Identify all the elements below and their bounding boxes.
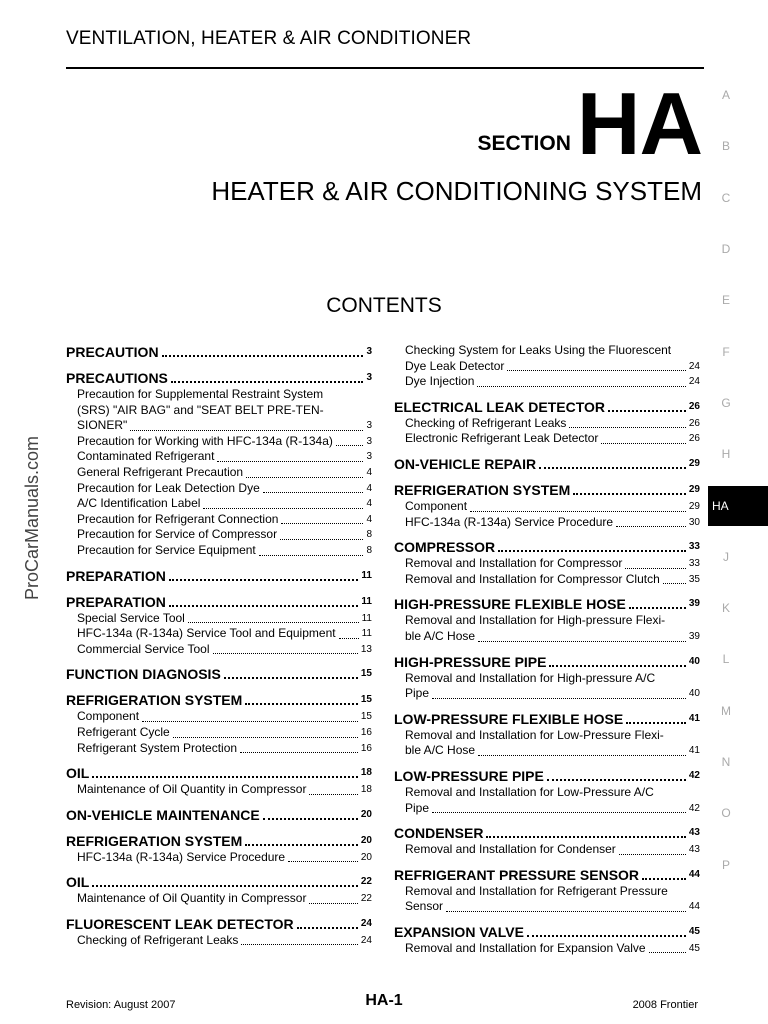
toc-entry-label: Refrigerant Cycle	[77, 724, 170, 739]
toc-sub-entry[interactable]	[66, 543, 372, 559]
toc-entry-label: OIL	[66, 874, 90, 891]
toc-sub-entry[interactable]	[394, 572, 700, 588]
toc-dot-leader	[547, 778, 686, 781]
toc-dot-leader	[569, 426, 685, 428]
toc-dot-leader	[539, 466, 686, 469]
toc-sub-entry[interactable]	[394, 359, 700, 375]
toc-page-number: 11	[361, 628, 372, 640]
watermark: ProCarManuals.com	[22, 435, 42, 600]
toc-dot-leader	[203, 507, 363, 509]
toc-page-number: 16	[360, 742, 372, 754]
toc-page-number: 4	[366, 466, 372, 478]
toc-sub-entry[interactable]	[66, 642, 372, 658]
toc-major-entry[interactable]	[394, 710, 700, 728]
toc-entry-wrapped-line: Removal and Installation for High-pressure Flexi-	[405, 613, 666, 628]
toc-entry-label: General Refrigerant Precaution	[77, 464, 244, 479]
toc-sub-entry[interactable]	[394, 941, 700, 957]
toc-dot-leader	[92, 884, 358, 887]
toc-page-number: 26	[688, 417, 700, 429]
toc-page-number: 26	[688, 400, 700, 412]
toc-dot-leader	[477, 385, 686, 387]
footer-page-id: HA-1	[365, 992, 403, 1009]
toc-page-number: 39	[688, 598, 700, 610]
toc-sub-entry[interactable]	[394, 556, 700, 572]
toc-sub-entry[interactable]	[394, 431, 700, 447]
toc-entry-label: HFC-134a (R-134a) Service Tool and Equipment	[77, 626, 336, 641]
toc-sub-entry[interactable]	[66, 527, 372, 543]
toc-page-number: 18	[360, 767, 372, 779]
toc-page-number: 22	[360, 876, 372, 888]
toc-entry-label: ON-VEHICLE REPAIR	[394, 455, 537, 472]
toc-entry-label: ble A/C Hose	[405, 743, 476, 758]
toc-sub-entry[interactable]	[66, 611, 372, 627]
section-tab-ha[interactable]: HA	[708, 486, 768, 526]
toc-entry-label: Dye Leak Detector	[405, 358, 505, 373]
toc-major-entry[interactable]	[66, 691, 372, 709]
toc-entry-label: COMPRESSOR	[394, 539, 496, 556]
toc-page-number: 42	[688, 769, 700, 781]
toc-dot-leader	[432, 697, 686, 699]
toc-major-entry[interactable]	[394, 398, 700, 416]
toc-dot-leader	[169, 604, 359, 607]
toc-major-entry[interactable]	[66, 832, 372, 850]
toc-major-entry[interactable]	[66, 593, 372, 611]
toc-dot-leader	[619, 853, 686, 855]
toc-sub-entry[interactable]	[394, 515, 700, 531]
toc-page-number: 24	[688, 360, 700, 372]
toc-sub-entry[interactable]	[394, 801, 700, 817]
toc-dot-leader	[486, 835, 685, 838]
toc-dot-leader	[663, 582, 686, 584]
toc-sub-entry[interactable]	[394, 842, 700, 858]
section-tab-e[interactable]: E	[721, 293, 730, 308]
toc-dot-leader	[288, 860, 358, 862]
toc-dot-leader	[446, 910, 686, 912]
toc-page-number: 4	[366, 513, 372, 525]
toc-entry-label: FUNCTION DIAGNOSIS	[66, 666, 221, 683]
toc-page-number: 43	[688, 844, 700, 856]
toc-entry-label: ON-VEHICLE MAINTENANCE	[66, 806, 260, 823]
toc-page-number: 42	[688, 802, 700, 814]
toc-dot-leader	[241, 943, 357, 945]
toc-page-number: 3	[366, 435, 372, 447]
section-tab-l[interactable]: L	[722, 652, 730, 667]
toc-dot-leader	[498, 549, 686, 552]
section-heading	[477, 74, 702, 173]
toc-page-number: 29	[688, 457, 700, 469]
toc-dot-leader	[549, 664, 685, 667]
toc-sub-entry[interactable]	[66, 891, 372, 907]
toc-dot-leader	[213, 652, 358, 654]
toc-page-number: 8	[366, 544, 372, 556]
toc-sub-entry[interactable]	[394, 499, 700, 515]
toc-page-number: 20	[360, 851, 372, 863]
toc-entry-label: Precaution for Working with HFC-134a (R-134a)	[77, 433, 333, 448]
toc-entry-label: ELECTRICAL LEAK DETECTOR	[394, 398, 606, 415]
toc-major-entry[interactable]	[394, 824, 700, 842]
section-tab-b[interactable]: B	[721, 139, 730, 154]
toc-major-entry[interactable]	[394, 481, 700, 499]
toc-major-entry[interactable]	[394, 538, 700, 556]
toc-sub-entry[interactable]	[66, 496, 372, 512]
toc-major-entry[interactable]	[394, 923, 700, 941]
toc-dot-leader	[608, 409, 686, 412]
toc-dot-leader	[130, 429, 363, 431]
toc-dot-leader	[188, 621, 359, 623]
toc-dot-leader	[527, 934, 686, 937]
toc-dot-leader	[263, 817, 358, 820]
toc-page-number: 41	[688, 712, 700, 724]
toc-page-number: 15	[360, 668, 372, 680]
toc-major-entry[interactable]	[394, 595, 700, 613]
toc-sub-entry[interactable]	[66, 782, 372, 798]
toc-dot-leader	[573, 492, 686, 495]
toc-page-number: 44	[688, 868, 700, 880]
toc-entry-label: Contaminated Refrigerant	[77, 449, 215, 464]
toc-page-number: 44	[688, 901, 700, 913]
toc-entry-label: Dye Injection	[405, 374, 475, 389]
toc-major-entry[interactable]	[66, 343, 372, 361]
toc-entry-label: Component	[77, 709, 140, 724]
toc-dot-leader	[245, 702, 358, 705]
toc-entry-label: PREPARATION	[66, 567, 166, 584]
toc-left-column	[66, 343, 372, 948]
toc-entry-label: Maintenance of Oil Quantity in Compressor	[77, 891, 307, 906]
toc-dot-leader	[246, 476, 363, 478]
toc-dot-leader	[601, 442, 685, 444]
toc-dot-leader	[280, 538, 363, 540]
toc-dot-leader	[309, 793, 357, 795]
toc-page-number: 3	[366, 420, 372, 432]
toc-entry-label: PRECAUTION	[66, 344, 159, 360]
toc-page-number: 30	[688, 516, 700, 528]
toc-page-number: 11	[361, 612, 372, 624]
toc-entry-label: Checking of Refrigerant Leaks	[77, 932, 239, 947]
toc-entry-wrapped-line: Removal and Installation for Low-Pressure A/C	[405, 784, 654, 799]
toc-entry-label: Maintenance of Oil Quantity in Compressor	[77, 782, 307, 797]
toc-page-number: 24	[360, 934, 372, 946]
toc-page-number: 8	[366, 529, 372, 541]
toc-page-number: 33	[688, 541, 700, 553]
toc-page-number: 35	[688, 573, 700, 585]
section-word: SECTION	[477, 131, 571, 155]
toc-page-number: 29	[688, 483, 700, 495]
toc-major-entry[interactable]	[66, 873, 372, 891]
toc-sub-entry[interactable]	[66, 933, 372, 949]
toc-dot-leader	[629, 606, 686, 609]
toc-major-entry[interactable]	[394, 866, 700, 884]
toc-major-entry[interactable]	[66, 369, 372, 387]
toc-dot-leader	[616, 525, 686, 527]
toc-dot-leader	[336, 444, 364, 446]
toc-entry-wrapped-line: (SRS) "AIR BAG" and "SEAT BELT PRE-TEN-	[77, 402, 324, 417]
toc-page-number: 16	[360, 726, 372, 738]
toc-major-entry[interactable]	[66, 806, 372, 824]
toc-sub-entry[interactable]	[394, 743, 700, 759]
toc-major-entry[interactable]	[66, 567, 372, 585]
toc-entry-label: FLUORESCENT LEAK DETECTOR	[66, 915, 294, 932]
toc-sub-entry[interactable]	[66, 418, 372, 434]
toc-entry-label: LOW-PRESSURE FLEXIBLE HOSE	[394, 710, 624, 727]
toc-dot-leader	[171, 380, 364, 383]
toc-page-number: 20	[360, 834, 372, 846]
toc-dot-leader	[470, 510, 686, 512]
toc-sub-entry[interactable]	[66, 850, 372, 866]
toc-entry-label: REFRIGERATION SYSTEM	[66, 692, 243, 709]
toc-page-number: 43	[688, 827, 700, 839]
toc-entry-label: Removal and Installation for Expansion Valve	[405, 940, 646, 955]
toc-dot-leader	[240, 751, 358, 753]
toc-page-number: 11	[361, 595, 372, 607]
toc-entry-label: OIL	[66, 765, 90, 782]
section-code: HA	[576, 74, 702, 173]
section-title: HEATER & AIR CONDITIONING SYSTEM	[211, 176, 702, 206]
toc-dot-leader	[142, 720, 358, 722]
toc-page-number: 11	[361, 569, 372, 581]
toc-dot-leader	[162, 354, 364, 357]
toc-sub-entry[interactable]	[394, 374, 700, 390]
toc-entry-label: HFC-134a (R-134a) Service Procedure	[77, 849, 286, 864]
section-tab-n[interactable]: N	[721, 754, 731, 769]
toc-page-number: 22	[360, 893, 372, 905]
toc-dot-leader	[478, 754, 686, 756]
toc-entry-label: Component	[405, 498, 468, 513]
toc-entry-label: REFRIGERANT PRESSURE SENSOR	[394, 866, 640, 883]
toc-entry-label: CONDENSER	[394, 825, 484, 842]
toc-page-number: 3	[366, 451, 372, 463]
section-tab-m[interactable]: M	[721, 703, 731, 718]
toc-page-number: 20	[360, 808, 372, 820]
toc-page-number: 15	[360, 711, 372, 723]
toc-entry-label: A/C Identification Label	[77, 496, 201, 511]
toc-page-number: 39	[688, 630, 700, 642]
toc-entry-label: REFRIGERATION SYSTEM	[66, 832, 243, 849]
section-tab-h[interactable]: H	[721, 447, 731, 462]
toc-entry-label: HIGH-PRESSURE FLEXIBLE HOSE	[394, 596, 626, 613]
toc-dot-leader	[263, 491, 364, 493]
toc-entry-label: HIGH-PRESSURE PIPE	[394, 653, 547, 670]
toc-dot-leader	[309, 902, 357, 904]
toc-dot-leader	[432, 811, 686, 813]
toc-page-number: 45	[688, 925, 700, 937]
toc-major-entry[interactable]	[66, 665, 372, 683]
toc-dot-leader	[642, 877, 686, 880]
toc-entry-label: Removal and Installation for Condenser	[405, 842, 616, 857]
toc-sub-entry[interactable]	[66, 741, 372, 757]
section-tab-g[interactable]: G	[721, 395, 731, 410]
toc-major-entry[interactable]	[66, 764, 372, 782]
toc-sub-entry[interactable]	[394, 629, 700, 645]
toc-major-entry[interactable]	[394, 455, 700, 473]
section-tab-k[interactable]: K	[721, 601, 730, 615]
toc-entry-label: LOW-PRESSURE PIPE	[394, 767, 544, 784]
toc-dot-leader	[507, 369, 685, 371]
toc-page-number: 40	[688, 655, 700, 667]
toc-entry-label: Precaution for Service of Compressor	[77, 527, 278, 542]
toc-dot-leader	[281, 522, 363, 524]
toc-dot-leader	[625, 567, 685, 569]
toc-page-number: 45	[688, 942, 700, 954]
toc-entry-label: SIONER"	[77, 418, 128, 433]
toc-entry-label: HFC-134a (R-134a) Service Procedure	[405, 514, 614, 529]
toc-entry-label: Pipe	[405, 800, 430, 815]
contents-title: CONTENTS	[326, 294, 442, 317]
toc-page-number: 15	[360, 694, 372, 706]
toc-entry-label: PREPARATION	[66, 593, 166, 610]
toc-sub-entry[interactable]	[394, 686, 700, 702]
toc-entry-wrapped-line: Removal and Installation for Refrigerant Pressure	[405, 883, 668, 898]
toc-page-number: 4	[366, 482, 372, 494]
toc-dot-leader	[245, 843, 358, 846]
toc-entry-label: Precaution for Service Equipment	[77, 542, 256, 557]
toc-sub-entry[interactable]	[66, 465, 372, 481]
toc-entry-label: REFRIGERATION SYSTEM	[394, 481, 571, 498]
toc-entry-wrapped-line: Checking System for Leaks Using the Fluorescent	[405, 343, 672, 357]
toc-dot-leader	[169, 578, 359, 581]
section-tab-p[interactable]: P	[721, 857, 730, 872]
toc-entry-label: ble A/C Hose	[405, 628, 476, 643]
footer-model: 2008 Frontier	[632, 999, 698, 1011]
toc-dot-leader	[92, 775, 358, 778]
toc-entry-label: Special Service Tool	[77, 610, 185, 625]
toc-dot-leader	[649, 951, 686, 953]
toc-page-number: 40	[688, 688, 700, 700]
toc-entry-label: Removal and Installation for Compressor Clutch	[405, 571, 660, 586]
toc-dot-leader	[478, 640, 686, 642]
toc-page-number: 3	[366, 346, 372, 357]
toc-entry-label: Pipe	[405, 686, 430, 701]
toc-sub-entry[interactable]	[66, 434, 372, 450]
toc-entry-label: Electronic Refrigerant Leak Detector	[405, 431, 599, 446]
toc-major-entry[interactable]	[66, 915, 372, 933]
toc-page-number: 33	[688, 558, 700, 570]
toc-page-number: 41	[688, 745, 700, 757]
toc-dot-leader	[224, 676, 358, 679]
toc-sub-entry[interactable]	[66, 512, 372, 528]
toc-page-number: 13	[360, 643, 372, 655]
toc-sub-entry[interactable]	[66, 449, 372, 465]
toc-page-number: 3	[366, 372, 372, 383]
toc-entry-label: PRECAUTIONS	[66, 370, 168, 386]
toc-dot-leader	[626, 721, 686, 724]
toc-page-number: 26	[688, 433, 700, 445]
toc-entry-label: Sensor	[405, 899, 444, 914]
header-rule	[66, 67, 704, 69]
section-tab-c[interactable]: C	[721, 190, 731, 205]
toc-entry-wrapped-line: Precaution for Supplemental Restraint System	[77, 387, 324, 401]
toc-sub-entry[interactable]	[66, 626, 372, 642]
section-tab-d[interactable]: D	[721, 241, 731, 256]
toc-entry-label: Commercial Service Tool	[77, 641, 210, 656]
document-header-title: VENTILATION, HEATER & AIR CONDITIONER	[66, 28, 472, 49]
toc-entry-label: Refrigerant System Protection	[77, 740, 238, 755]
toc-entry-label: Precaution for Refrigerant Connection	[77, 511, 279, 526]
footer-revision: Revision: August 2007	[66, 999, 176, 1011]
toc-dot-leader	[339, 637, 359, 639]
toc-page-number: 24	[360, 917, 372, 929]
toc-sub-entry[interactable]	[66, 709, 372, 725]
toc-entry-label: Removal and Installation for Compressor	[405, 556, 623, 571]
toc-entry-label: EXPANSION VALVE	[394, 923, 524, 940]
section-tab-j[interactable]: J	[723, 549, 729, 564]
toc-sub-entry[interactable]	[66, 481, 372, 497]
toc-page-number: 29	[688, 500, 700, 512]
toc-sub-entry[interactable]	[66, 725, 372, 741]
section-tab-a[interactable]: A	[721, 88, 730, 102]
toc-entry-wrapped-line: Removal and Installation for Low-Pressure Flexi-	[405, 727, 664, 742]
toc-major-entry[interactable]	[394, 653, 700, 671]
toc-page-number: 24	[688, 376, 700, 388]
toc-right-column	[394, 343, 700, 956]
toc-page-number: 4	[366, 498, 372, 510]
toc-page-number: 18	[360, 784, 372, 796]
toc-dot-leader	[173, 736, 358, 738]
toc-dot-leader	[217, 460, 363, 462]
section-tab-o[interactable]: O	[721, 806, 731, 821]
toc-entry-label: Precaution for Leak Detection Dye	[77, 480, 260, 495]
toc-dot-leader	[297, 926, 358, 929]
toc-sub-entry[interactable]	[394, 416, 700, 432]
toc-sub-entry[interactable]	[394, 899, 700, 915]
toc-major-entry[interactable]	[394, 767, 700, 785]
toc-entry-label: Checking of Refrigerant Leaks	[405, 415, 567, 430]
section-tab-f[interactable]: F	[722, 344, 730, 359]
toc-dot-leader	[259, 554, 364, 556]
toc-entry-wrapped-line: Removal and Installation for High-pressure A/C	[405, 670, 656, 685]
